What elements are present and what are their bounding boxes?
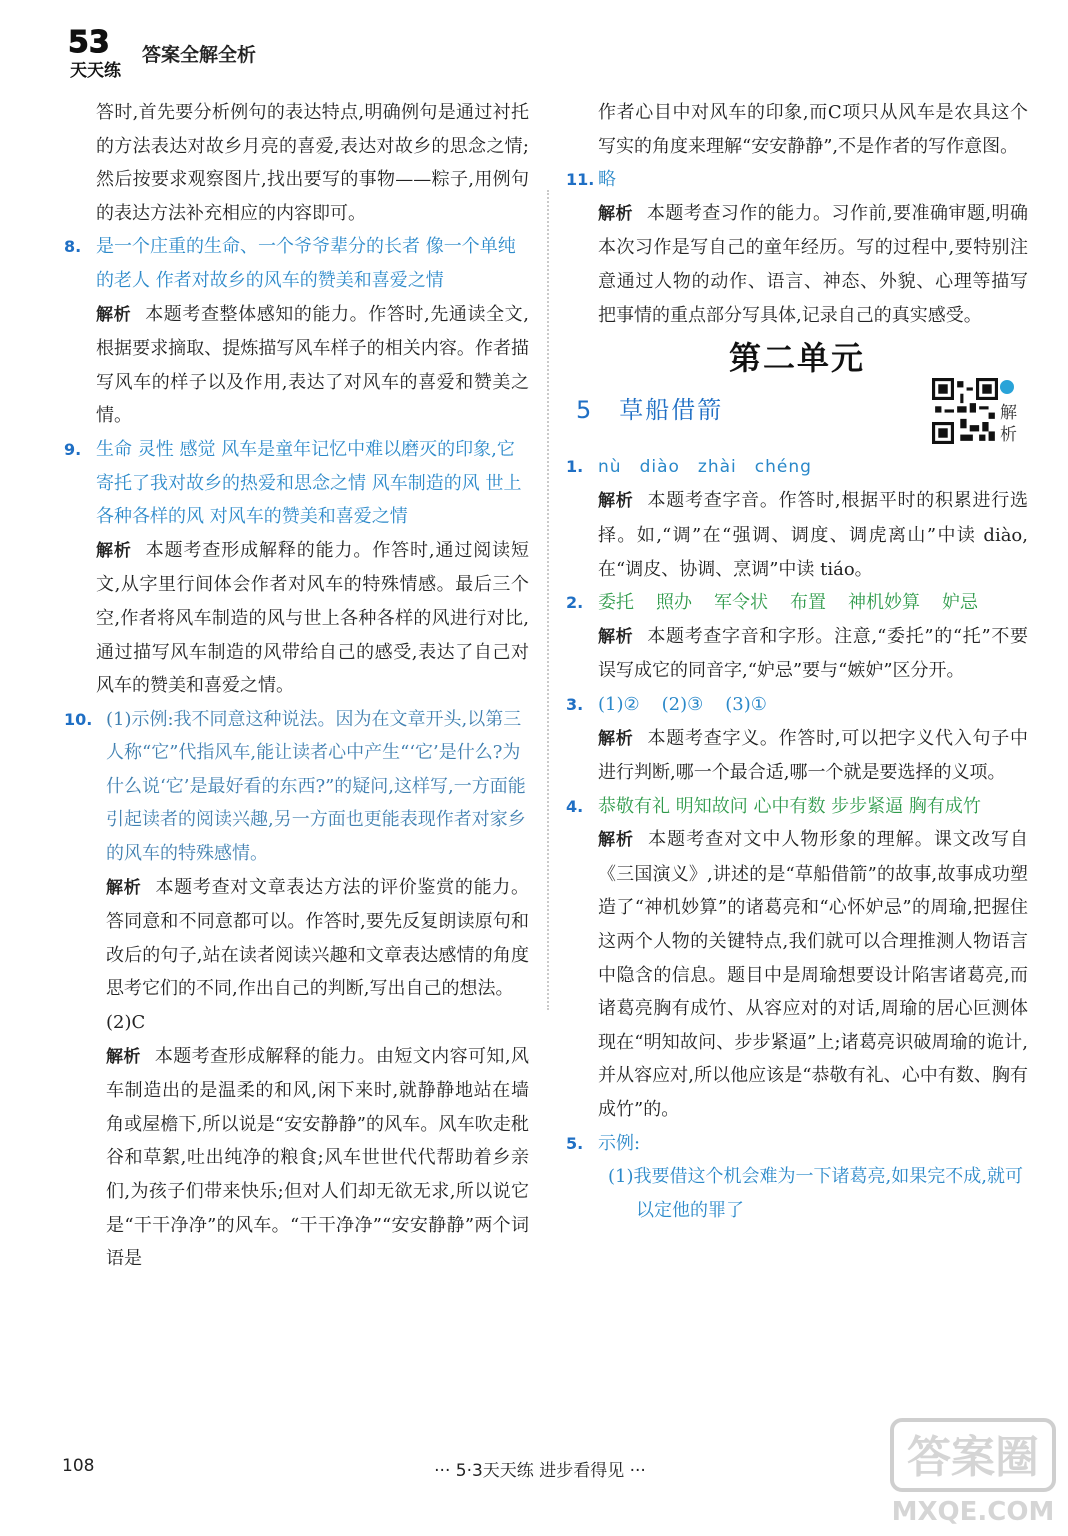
qr-label	[1000, 380, 1022, 446]
pinyin-answers	[598, 457, 830, 477]
analysis-tag: 解析	[598, 203, 633, 224]
question-r5	[566, 1127, 1028, 1161]
brand-logo	[64, 22, 134, 82]
analysis-r3	[566, 722, 1028, 790]
question-r3	[566, 688, 1028, 722]
column-divider	[547, 190, 549, 1010]
pinyin-item: chéng	[754, 456, 812, 477]
analysis-9	[64, 534, 529, 703]
pinyin-item: zhài	[697, 456, 737, 477]
analysis-tag: 解析	[598, 491, 634, 512]
analysis-text: 本题考查字义。作答时,可以把字义代入句子中进行判断,哪一个最合适,哪一个就是要选择的义项。	[598, 727, 1028, 784]
analysis-r1	[566, 484, 1028, 586]
continued-paragraph: 答时,首先要分析例句的表达特点,明确例句是通过衬托的方法表达对故乡月亮的喜爱,表达对故乡的思念之情;然后按要求观察图片,找出要写的事物——粽子,用例句的表达方法补充相应的内容即可。	[96, 102, 529, 224]
answer-text: 生命 灵性 感觉 风车是童年记忆中难以磨灭的印象,它寄托了我对故乡的热爱和思念之情 风车制造的风 世上各种各样的风 对风车的赞美和喜爱之情	[96, 438, 522, 528]
answer-item: 军令状	[714, 592, 768, 614]
answer-10-2: (2)C	[106, 1012, 146, 1034]
question-r4	[566, 790, 1028, 824]
svg-text:答案圈: 答案圈	[907, 1432, 1039, 1483]
right-column	[566, 96, 1028, 1227]
continued-paragraph: 作者心目中对风车的印象,而C项只从风车是农具这个写实的角度来理解“安安静静”,不是作者的写作意图。	[598, 102, 1028, 157]
question-10	[64, 703, 529, 871]
analysis-r2	[566, 620, 1028, 688]
svg-text:MXQE.COM: MXQE.COM	[891, 1497, 1055, 1527]
question-number: 8.	[64, 237, 82, 257]
qr-label-text: 解析	[1000, 402, 1017, 445]
analysis-11	[566, 197, 1028, 332]
analysis-10-1	[64, 871, 529, 1006]
answer-text: 恭敬有礼 明知故问 心中有数 步步紧逼 胸有成竹	[598, 795, 981, 817]
analysis-8	[64, 298, 529, 433]
analysis-text: 本题考查对文中人物形象的理解。课文改写自《三国演义》,讲述的是“草船借箭”的故事,故事成功塑造了“神机妙算”的诸葛亮和“心怀妒忌”的周瑜,把握住这两个人物的关键特点,我们就可以合理推测人物语言中隐含的信息。题目中是周瑜想要设计陷害诸葛亮,而诸葛亮胸有成竹、从容应对的对话,周瑜的居心叵测体现在“明知故问、步步紧逼”上;诸葛亮识破周瑜的诡计,并从容应对,所以他应该是“恭敬有礼、心中有数、胸有成竹”的。	[598, 829, 1029, 1121]
analysis-text: 本题考查习作的能力。习作前,要准确审题,明确本次习作是写自己的童年经历。写的过程中,要特别注意通过人物的动作、语言、神态、外貌、心理等描写把事情的重点部分写具体,记录自己的真实感受。	[598, 202, 1028, 326]
answer-5-1: (1)我要借这个机会难为一下诸葛亮,如果完不成,就可以定他的罪了	[608, 1166, 1023, 1221]
question-number: 10.	[64, 709, 93, 729]
answer-item: 照办	[656, 592, 692, 614]
answer-text: 是一个庄重的生命、一个爷爷辈分的长者 像一个单纯的老人 作者对故乡的风车的赞美和喜爱之情	[96, 236, 516, 291]
question-number: 9.	[64, 439, 82, 459]
question-r2	[566, 586, 1028, 620]
question-8	[64, 230, 529, 297]
analysis-tag: 解析	[106, 1046, 141, 1067]
answer-lead: 示例:	[598, 1132, 641, 1154]
question-r1	[566, 450, 1028, 485]
analysis-r4	[566, 823, 1028, 1126]
play-icon	[1000, 380, 1014, 394]
analysis-text: 本题考查形成解释的能力。作答时,通过阅读短文,从字里行间体会作者对风车的特殊情感。最后三个空,作者将风车制造的风与世上各种各样的风进行对比,通过描写风车制造的风带给自己的感受,表达了自己对风车的赞美和喜爱之情。	[96, 539, 529, 697]
lesson-title	[576, 394, 723, 428]
analysis-tag: 解析	[598, 626, 634, 647]
analysis-tag: 解析	[96, 540, 132, 561]
footer-slogan: ··· 5·3天天练 进步看得见 ···	[434, 1461, 646, 1481]
page-number: 108	[62, 1456, 95, 1476]
lesson-heading	[566, 380, 1028, 450]
question-number: 2.	[566, 593, 584, 613]
analysis-text: 本题考查字音和字形。注意,“委托”的“托”不要误写成它的同音字,“妒忌”要与“嫉妒”区分开。	[598, 625, 1029, 682]
question-number: 4.	[566, 796, 584, 816]
answer-item: (2)③	[661, 693, 704, 715]
analysis-text: 本题考查整体感知的能力。作答时,先通读全文,根据要求摘取、提炼描写风车样子的相关内容。作者描写风车的样子以及作用,表达了对风车的喜爱和赞美之情。	[96, 303, 529, 427]
answer-item: (3)①	[725, 693, 767, 715]
analysis-tag: 解析	[598, 830, 635, 851]
answer-item: (1)②	[598, 693, 640, 715]
analysis-text: 本题考查对文章表达方法的评价鉴赏的能力。答同意和不同意都可以。作答时,要先反复朗读原句和改后的句子,站在读者阅读兴趣和文章表达感情的角度思考它们的不同,作出自己的判断,写出自己的想法。	[106, 876, 530, 1000]
answer-text: (1)示例:我不同意这种说法。因为在文章开头,以第三人称“它”代指风车,能让读者心中产生“‘它’是什么?为什么说‘它’是最好看的东西?”的疑问,这样写,一方面能引起读者的阅读兴趣,另一方面也更能表现作者对家乡的风车的特殊感情。	[106, 708, 526, 865]
lesson-number: 5	[576, 395, 594, 424]
question-9	[64, 433, 529, 534]
pinyin-item: diào	[639, 456, 680, 477]
pinyin-item: nù	[598, 456, 622, 477]
qr-code-icon[interactable]	[932, 378, 998, 444]
header-title: 答案全解全析	[142, 44, 257, 66]
analysis-tag: 解析	[598, 728, 634, 749]
answer-item: 妒忌	[942, 592, 978, 614]
answer-list	[598, 592, 978, 613]
analysis-tag: 解析	[96, 304, 132, 325]
svg-text:天天练: 天天练	[70, 61, 121, 81]
lesson-name: 草船借箭	[619, 395, 724, 424]
question-number: 3.	[566, 694, 584, 714]
analysis-text: 本题考查字音。作答时,根据平时的积累进行选择。如,“调”在“强调、调度、调虎离山”中读 diào,在“调皮、协调、烹调”中读 tiáo。	[598, 490, 1028, 580]
question-number: 1.	[566, 456, 584, 476]
analysis-10-2	[64, 1040, 529, 1276]
answer-list	[598, 694, 767, 715]
left-column	[64, 96, 529, 1276]
watermark-logo	[888, 1414, 1058, 1530]
question-number: 5.	[566, 1133, 584, 1153]
question-11	[566, 163, 1028, 197]
answer-item: 委托	[598, 592, 634, 614]
analysis-text: 本题考查形成解释的能力。由短文内容可知,风车制造出的是温柔的和风,闲下来时,就静静地站在墙角或屋檐下,所以说是“安安静静”的风车。风车吹走秕谷和草絮,吐出纯净的粮食;风车世世代代帮助着乡亲们,为孩子们带来快乐;但对人们却无欲无求,所以说它是“干干净净”的风车。“干干净净”“安安静静”两个词语是	[106, 1045, 529, 1270]
answer-item: 神机妙算	[848, 592, 920, 614]
question-number: 11.	[566, 170, 595, 190]
unit-title: 第二单元	[728, 339, 865, 378]
svg-text:53: 53	[68, 25, 110, 60]
answer-text: 略	[598, 169, 616, 191]
analysis-tag: 解析	[106, 877, 142, 898]
answer-item: 布置	[790, 592, 826, 614]
